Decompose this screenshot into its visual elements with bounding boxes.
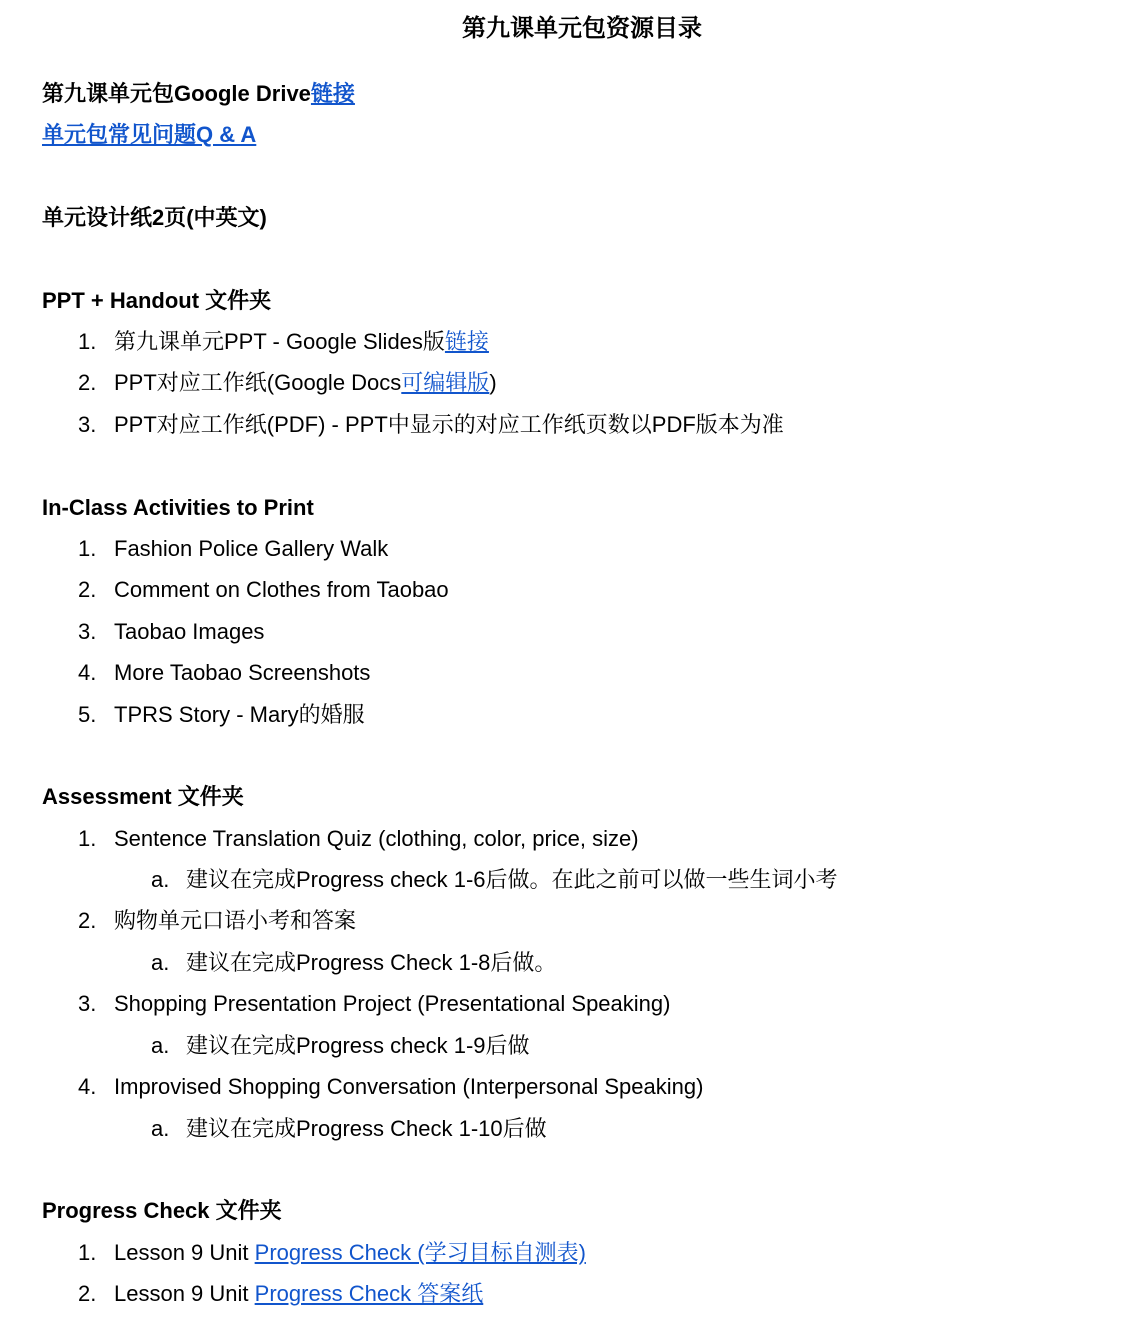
progress-check-answer-link[interactable]: Progress Check 答案纸 — [254, 1281, 484, 1306]
ppt-item-suffix: ) — [489, 370, 497, 395]
faq-link[interactable]: 单元包常见问题Q & A — [42, 122, 257, 147]
progress-item-text: Lesson 9 Unit — [114, 1240, 255, 1265]
inclass-item-number: 2. — [78, 577, 97, 602]
assessment-item-number: 3. — [78, 991, 97, 1016]
ppt-item-text: PPT对应工作纸(PDF) - PPT中显示的对应工作纸页数以PDF版本为准 — [114, 412, 784, 437]
assessment-item-text: Improvised Shopping Conversation (Interpersonal Speaking) — [114, 1074, 704, 1099]
inclass-item-text: TPRS Story - Mary的婚服 — [114, 702, 365, 727]
ppt-item — [114, 368, 497, 398]
ppt-item-number: 1. — [78, 329, 97, 354]
assessment-subitem-text: 建议在完成Progress check 1-9后做 — [186, 1033, 530, 1058]
design-sheet-heading: 单元设计纸2页(中英文) — [42, 205, 267, 230]
inclass-item-number: 5. — [78, 702, 97, 727]
assessment-item-number: 1. — [78, 826, 97, 851]
page-title: 第九课单元包资源目录 — [462, 15, 702, 42]
ppt-item-number: 2. — [78, 370, 97, 395]
assessment-item-number: 4. — [78, 1074, 97, 1099]
ppt-item-text: PPT对应工作纸(Google Docs — [114, 370, 402, 395]
inclass-item-text: More Taobao Screenshots — [114, 660, 371, 685]
progress-check-self-test-link[interactable]: Progress Check (学习目标自测表) — [254, 1240, 586, 1265]
progress-section-heading: Progress Check 文件夹 — [42, 1198, 282, 1223]
inclass-item-number: 4. — [78, 660, 97, 685]
progress-item — [114, 1279, 483, 1309]
inclass-item-text: Comment on Clothes from Taobao — [114, 577, 449, 602]
worksheet-editable-link[interactable]: 可编辑版 — [401, 370, 490, 395]
ppt-slides-link[interactable]: 链接 — [444, 329, 489, 354]
ppt-item-text: 第九课单元PPT - Google Slides版 — [114, 329, 445, 354]
assessment-subitem-letter: a. — [151, 950, 170, 975]
progress-item-text: Lesson 9 Unit — [114, 1281, 255, 1306]
assessment-subitem-text: 建议在完成Progress check 1-6后做。在此之前可以做一些生词小考 — [186, 867, 838, 892]
inclass-item-number: 3. — [78, 619, 97, 644]
faq-line — [42, 120, 256, 150]
drive-label: 第九课单元包Google Drive — [42, 81, 311, 106]
inclass-item-text: Fashion Police Gallery Walk — [114, 536, 389, 561]
inclass-section-heading: In-Class Activities to Print — [42, 495, 314, 520]
assessment-item-text: 购物单元口语小考和答案 — [114, 908, 357, 933]
progress-item-number: 2. — [78, 1281, 97, 1306]
drive-line — [42, 79, 355, 109]
ppt-item-number: 3. — [78, 412, 97, 437]
progress-item — [114, 1238, 586, 1268]
assessment-subitem-text: 建议在完成Progress Check 1-8后做。 — [186, 950, 557, 975]
assessment-item-number: 2. — [78, 908, 97, 933]
assessment-item-text: Shopping Presentation Project (Presentational Speaking) — [114, 991, 671, 1016]
assessment-subitem-letter: a. — [151, 867, 170, 892]
assessment-subitem-text: 建议在完成Progress Check 1-10后做 — [186, 1116, 547, 1141]
progress-item-number: 1. — [78, 1240, 97, 1265]
assessment-subitem-letter: a. — [151, 1033, 170, 1058]
inclass-item-number: 1. — [78, 536, 97, 561]
assessment-section-heading: Assessment 文件夹 — [42, 784, 244, 809]
ppt-item — [114, 327, 489, 357]
drive-link[interactable]: 链接 — [310, 81, 355, 106]
assessment-subitem-letter: a. — [151, 1116, 170, 1141]
assessment-item-text: Sentence Translation Quiz (clothing, color, price, size) — [114, 826, 639, 851]
inclass-item-text: Taobao Images — [114, 619, 265, 644]
ppt-section-heading: PPT + Handout 文件夹 — [42, 288, 272, 313]
